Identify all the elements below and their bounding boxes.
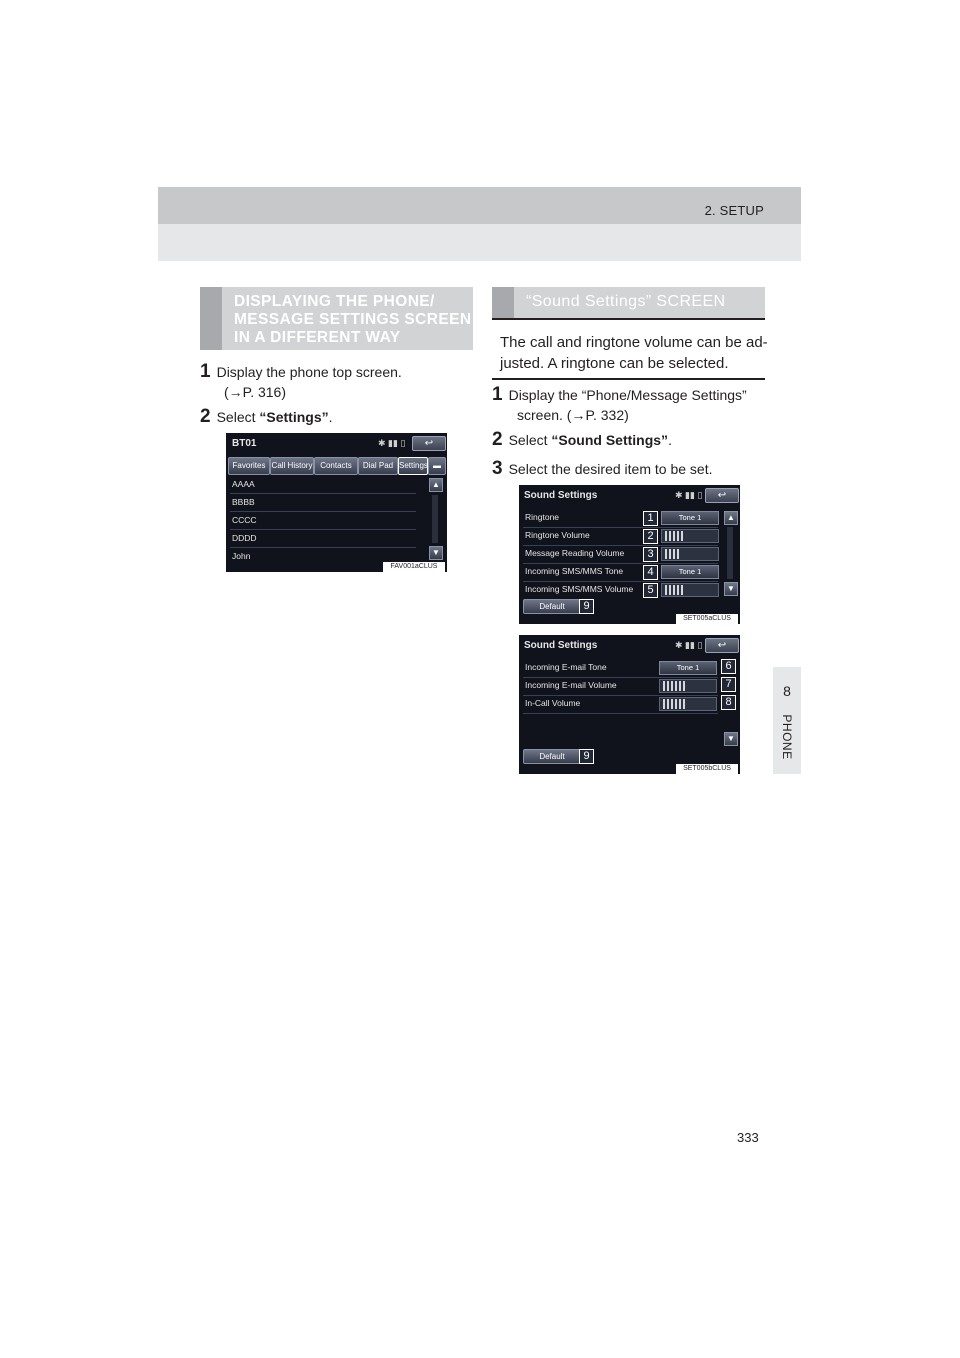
row-divider (230, 511, 416, 512)
setting-label[interactable]: Incoming SMS/MMS Tone (525, 566, 624, 576)
email-tone-select[interactable]: Tone 1 (659, 661, 717, 675)
row-divider (523, 527, 718, 528)
step-text: Select (216, 409, 260, 425)
heading-bar (200, 287, 222, 350)
row-divider (230, 529, 416, 530)
callout-number: 4 (643, 565, 658, 580)
callout-number: 8 (721, 695, 736, 710)
image-code: FAV001aCLUS (383, 562, 445, 572)
sound-settings-screenshot-1 (519, 485, 740, 624)
header-subband (158, 224, 801, 261)
callout-number: 9 (579, 599, 594, 614)
contact-row[interactable]: BBBB (232, 497, 255, 507)
intro-line-2: justed. A ringtone can be selected. (500, 355, 729, 372)
screen-title: Sound Settings (524, 490, 598, 501)
settings-emphasis: “Settings” (259, 409, 329, 425)
back-button[interactable]: ↩ (412, 436, 446, 451)
tab-settings[interactable]: Settings (398, 457, 428, 475)
row-divider (523, 581, 718, 582)
scrollbar[interactable] (432, 495, 438, 543)
row-divider (523, 713, 718, 714)
setting-label[interactable]: Ringtone (525, 512, 560, 522)
ringtone-volume-slider[interactable] (661, 529, 719, 543)
sound-settings-emphasis: “Sound Settings” (551, 432, 669, 448)
tab-contacts[interactable]: Contacts (314, 457, 358, 475)
tab-dial-pad[interactable]: Dial Pad (358, 457, 398, 475)
phone-top-screenshot (226, 433, 447, 572)
step-ref: (→P. 316) (224, 384, 286, 400)
chapter-label: PHONE (780, 714, 794, 760)
tab-favorites[interactable]: Favorites (228, 457, 270, 475)
row-divider (523, 677, 718, 678)
row-divider (523, 563, 718, 564)
setting-label[interactable]: Ringtone Volume (525, 530, 590, 540)
heading-bar (492, 287, 514, 318)
step-number: 2 (200, 406, 211, 427)
contact-row[interactable]: John (232, 551, 251, 561)
ringtone-select[interactable]: Tone 1 (661, 511, 719, 525)
right-step-2 (492, 430, 672, 450)
step-number: 2 (492, 429, 503, 450)
page-number: 333 (737, 1130, 759, 1145)
intro-text (500, 332, 768, 374)
scroll-down-button[interactable]: ▼ (429, 546, 443, 560)
row-divider (230, 493, 416, 494)
step-text-cont: screen. (→P. 332) (517, 407, 629, 423)
right-section-heading (492, 287, 765, 318)
section-label: 2. SETUP (704, 203, 764, 218)
heading-line-2: MESSAGE SETTINGS SCREEN (234, 311, 472, 328)
left-step-1 (200, 362, 402, 402)
default-button[interactable]: Default (523, 749, 581, 764)
scroll-up-button[interactable]: ▲ (429, 478, 443, 492)
back-button[interactable]: ↩ (705, 638, 739, 653)
left-step-2 (200, 407, 333, 427)
setting-label[interactable]: Incoming SMS/MMS Volume (525, 584, 634, 594)
step-number: 1 (492, 384, 503, 405)
row-divider (230, 547, 416, 548)
step-number: 3 (492, 458, 503, 479)
status-icons: ✱ ▮▮ ▯ (378, 438, 406, 448)
contact-row[interactable]: DDDD (232, 533, 257, 543)
scroll-down-button[interactable]: ▼ (724, 732, 738, 746)
message-reading-volume-slider[interactable] (661, 547, 719, 561)
heading-rule (492, 318, 765, 320)
tab-call-history[interactable]: Call History (270, 457, 314, 475)
callout-number: 2 (643, 529, 658, 544)
contact-row[interactable]: CCCC (232, 515, 257, 525)
status-icons: ✱ ▮▮ ▯ (675, 490, 703, 500)
messages-button[interactable]: ▬ (428, 457, 446, 475)
step-text: Select (508, 432, 552, 448)
sms-mms-volume-slider[interactable] (661, 583, 719, 597)
row-divider (523, 545, 718, 546)
step-text: Select the desired item to be set. (508, 461, 713, 477)
contact-row[interactable]: AAAA (232, 479, 255, 489)
image-code: SET005aCLUS (676, 614, 738, 624)
callout-number: 7 (721, 677, 736, 692)
right-step-1 (492, 385, 747, 425)
scroll-up-button[interactable]: ▲ (724, 511, 738, 525)
callout-number: 6 (721, 659, 736, 674)
sound-settings-screenshot-2 (519, 635, 740, 774)
heading-line-3: IN A DIFFERENT WAY (234, 329, 401, 346)
setting-label[interactable]: In-Call Volume (525, 698, 581, 708)
callout-number: 3 (643, 547, 658, 562)
step-number: 1 (200, 361, 211, 382)
right-step-3 (492, 459, 712, 479)
intro-rule (492, 378, 765, 380)
setting-label[interactable]: Incoming E-mail Volume (525, 680, 617, 690)
row-divider (523, 695, 718, 696)
step-text: Display the phone top screen. (216, 364, 402, 380)
step-suffix: . (328, 409, 333, 425)
step-suffix: . (668, 432, 672, 448)
setting-label[interactable]: Incoming E-mail Tone (525, 662, 607, 672)
setting-label[interactable]: Message Reading Volume (525, 548, 625, 558)
default-button[interactable]: Default (523, 599, 581, 614)
chapter-number: 8 (783, 683, 791, 699)
screen-title: Sound Settings (524, 640, 598, 651)
device-title: BT01 (232, 438, 257, 449)
image-code: SET005bCLUS (676, 764, 738, 774)
intro-line-1: The call and ringtone volume can be ad- (500, 334, 768, 351)
back-button[interactable]: ↩ (705, 488, 739, 503)
step-text: Display the “Phone/Message Settings” (508, 387, 747, 403)
left-section-heading (200, 287, 473, 350)
in-call-volume-slider[interactable] (659, 697, 717, 711)
heading-title: “Sound Settings” SCREEN (526, 293, 726, 310)
status-icons: ✱ ▮▮ ▯ (675, 640, 703, 650)
callout-number: 1 (643, 511, 658, 526)
scroll-down-button[interactable]: ▼ (724, 582, 738, 596)
callout-number: 5 (643, 583, 658, 598)
sms-mms-tone-select[interactable]: Tone 1 (661, 565, 719, 579)
scrollbar[interactable] (727, 527, 733, 579)
callout-number: 9 (579, 749, 594, 764)
heading-line-1: DISPLAYING THE PHONE/ (234, 293, 435, 310)
email-volume-slider[interactable] (659, 679, 717, 693)
